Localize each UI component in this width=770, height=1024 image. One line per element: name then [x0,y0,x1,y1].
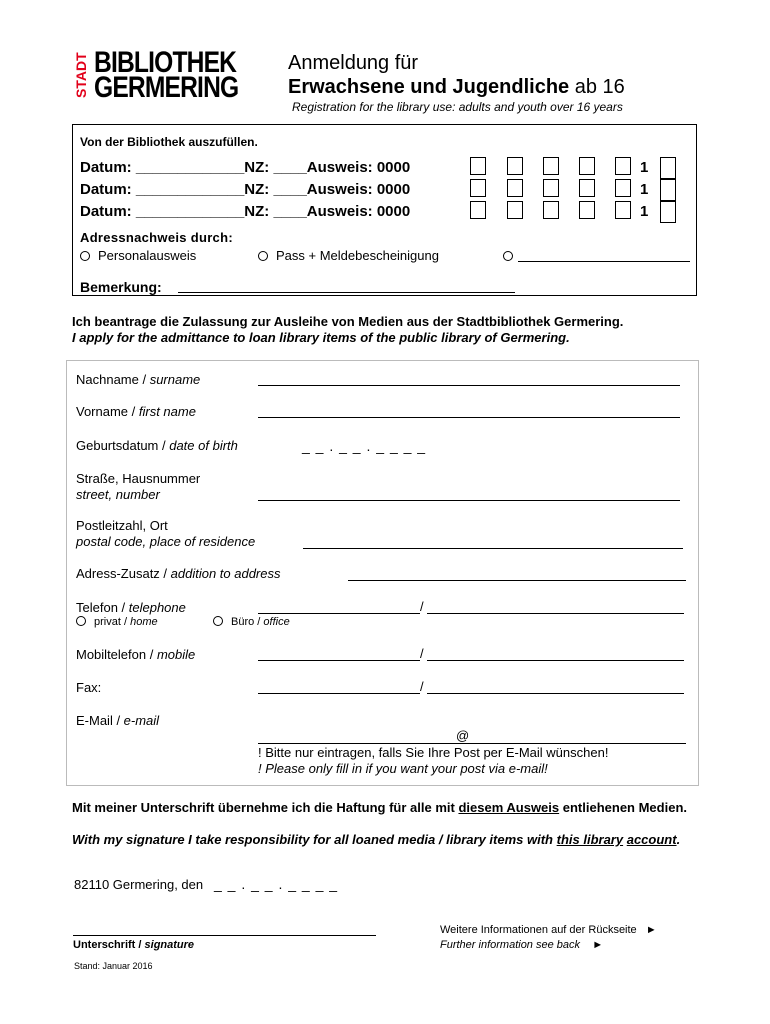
radio-circle-icon [80,251,90,261]
more-info-en: Further information see back ► [440,939,604,951]
firstname-label: Vorname / first name [76,404,196,419]
liability-de: Mit meiner Unterschrift übernehme ich die Haftung für alle mit diesem Ausweis entliehenen Medien. [72,800,687,815]
card-suffix: 1 [640,181,649,198]
card-digit-box[interactable] [660,179,676,201]
date-row-1: Datum: _____________NZ: ____Ausweis: 0000 [80,159,411,176]
card-digit-box[interactable] [579,179,595,197]
card-digit-box[interactable] [507,157,523,175]
option-personalausweis[interactable] [80,248,196,263]
option-pass[interactable] [258,248,439,263]
street-label-de: Straße, Hausnummer [76,471,201,486]
card-digit-box[interactable] [543,157,559,175]
email-note-de: ! Bitte nur eintragen, falls Sie Ihre Post per E-Mail wünschen! [258,745,609,760]
office-box-heading: Von der Bibliothek auszufüllen. [80,135,258,149]
street-field[interactable] [258,500,680,501]
logo-line1: BIBLIOTHEK [94,46,237,79]
address-proof-heading: Adressnachweis durch: [80,230,233,245]
option-label: Pass + Meldebescheinigung [276,248,439,263]
fax-sep: / [420,679,424,694]
title-line2 [288,76,625,99]
surname-label: Nachname / surname [76,372,201,387]
signature-date-field[interactable]: _ _ . _ _ . _ _ _ _ [213,876,339,892]
arrow-right-icon: ► [645,924,657,936]
date-row-2: Datum: _____________NZ: ____Ausweis: 0000 [80,181,411,198]
mobile-label: Mobiltelefon / mobile [76,647,196,662]
card-digit-box[interactable] [470,201,486,219]
card-digit-box[interactable] [470,157,486,175]
more-info-de: Weitere Informationen auf der Rückseite ► [440,924,657,936]
card-digit-box[interactable] [507,179,523,197]
phone-option-office[interactable]: Büro / office [213,616,290,628]
application-en: I apply for the admittance to loan library items of the public library of Germering. [72,330,570,345]
fax-label: Fax: [76,680,102,695]
place-date: 82110 Germering, den _ _ . _ _ . _ _ _ _ [74,876,339,892]
street-label-en: street, number [76,487,160,502]
card-digit-box[interactable] [615,201,631,219]
card-digit-box[interactable] [579,201,595,219]
mobile-area-field[interactable] [258,660,420,661]
email-field[interactable] [258,743,686,744]
email-note-en: ! Please only fill in if you want your post via e-mail! [258,761,548,776]
title-line1: Anmeldung für [288,52,419,74]
liability-en: With my signature I take responsibility for all loaned media / library items with this library account. [72,832,681,847]
option-label: Personalausweis [98,248,197,263]
radio-circle-icon [503,251,513,261]
logo-stadt: STADT [72,50,90,100]
title-rest: ab 16 [569,76,625,98]
application-de: Ich beantrage die Zulassung zur Ausleihe von Medien aus der Stadtbibliothek Germering. [72,314,624,329]
phone-number-field[interactable] [427,613,684,614]
email-at: @ [456,728,470,743]
logo-line2: GERMERING [94,71,239,104]
signature-line[interactable] [73,935,376,936]
postal-label-de: Postleitzahl, Ort [76,518,168,533]
signature-label: Unterschrift / signature [73,939,195,951]
remark-label: Bemerkung: [80,279,162,295]
title-bold: Erwachsene und Jugendliche [288,76,570,98]
card-digit-box[interactable] [579,157,595,175]
addition-field[interactable] [348,580,686,581]
remark-line[interactable] [178,292,515,293]
card-digit-box[interactable] [507,201,523,219]
other-option-line[interactable] [518,261,690,262]
card-digit-box[interactable] [543,201,559,219]
mobile-number-field[interactable] [427,660,684,661]
addition-label: Adress-Zusatz / addition to address [76,566,281,581]
postal-field[interactable] [303,548,683,549]
card-digit-box[interactable] [543,179,559,197]
radio-circle-icon [258,251,268,261]
card-digit-box[interactable] [660,157,676,179]
subtitle: Registration for the library use: adults and youth over 16 years [292,100,623,114]
phone-sep: / [420,599,424,614]
postal-label-en: postal code, place of residence [76,534,256,549]
card-suffix: 1 [640,203,649,220]
card-digit-box[interactable] [660,201,676,223]
arrow-right-icon: ► [592,939,604,951]
card-digit-box[interactable] [615,179,631,197]
dob-field[interactable]: _ _ . _ _ . _ _ _ _ [302,438,427,454]
surname-field[interactable] [258,385,680,386]
card-suffix: 1 [640,159,649,176]
fax-number-field[interactable] [427,693,684,694]
phone-area-field[interactable] [258,613,420,614]
card-digit-box[interactable] [470,179,486,197]
stand-date: Stand: Januar 2016 [74,961,153,971]
phone-option-home[interactable]: privat / home [76,616,158,628]
radio-circle-icon [76,616,86,626]
date-row-3: Datum: _____________NZ: ____Ausweis: 0000 [80,203,411,220]
fax-area-field[interactable] [258,693,420,694]
phone-label: Telefon / telephone [76,600,186,615]
radio-circle-icon [213,616,223,626]
dob-label: Geburtsdatum / date of birth [76,438,238,453]
email-label: E-Mail / e-mail [76,713,160,728]
mobile-sep: / [420,646,424,661]
firstname-field[interactable] [258,417,680,418]
card-digit-box[interactable] [615,157,631,175]
